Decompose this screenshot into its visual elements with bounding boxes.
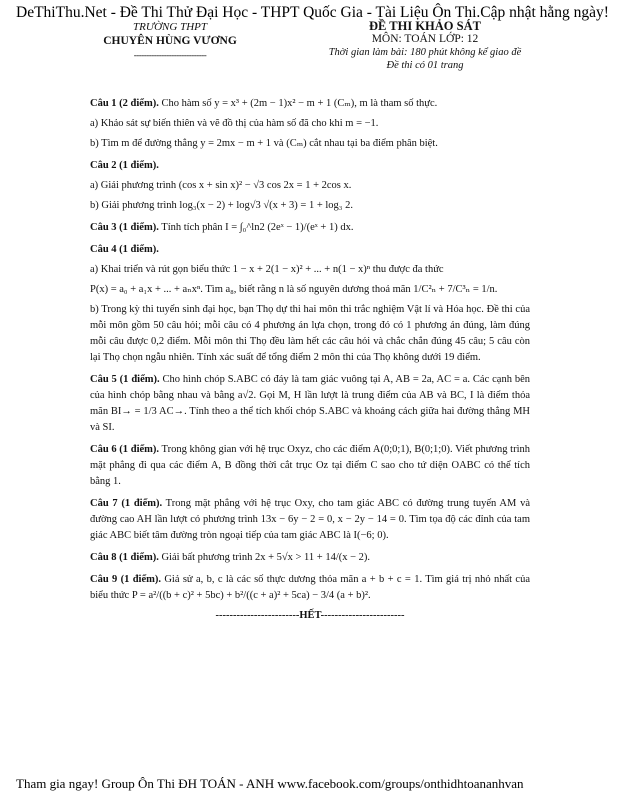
question-4-heading: Câu 4 (1 điểm). [90,244,159,255]
question-1b: b) Tìm m để đường thẳng y = 2mx − m + 1 và (Cₘ) cắt nhau tại ba điểm phân biệt. [90,138,438,149]
end-marker: ------------------------HẾT------------------------ [215,610,405,621]
question-8-heading: Câu 8 (1 điểm). [90,552,159,563]
question-2a: a) Giải phương trình (cos x + sin x)² − √3 cos 2x = 1 + 2cos x. [90,180,352,191]
question-9 [90,572,530,604]
question-1 [90,96,530,112]
header-divider: ----------------------------- [133,50,207,60]
question-4a-line2: P(x) = a₀ + a₁x + ... + aₙxⁿ. Tìm a₈, biết rằng n là số nguyên dương thoả mãn 1/C²ₙ + 7/C³ₙ = 1/n. [90,284,498,295]
question-3-text: Tính tích phân I = ∫₀^ln2 (2eˣ − 1)/(eˣ + 1) dx. [158,222,354,233]
question-2-heading: Câu 2 (1 điểm). [90,160,159,171]
question-6-heading: Câu 6 (1 điểm). [90,444,160,455]
exam-pages: Đề thi có 01 trang [386,60,464,71]
question-1a: a) Khảo sát sự biến thiên và vẽ đồ thị của hàm số đã cho khi m = −1. [90,118,379,129]
question-2b: b) Giải phương trình log₃(x − 2) + log√3 √(x + 3) = 1 + log₃ 2. [90,200,353,211]
school-name: TRƯỜNG THPT [132,21,207,33]
question-2 [90,158,530,174]
question-5 [90,372,530,436]
exam-time: Thời gian làm bài: 180 phút không kể giao đề [328,47,522,58]
question-4a-line1: a) Khai triển và rút gọn biểu thức 1 − x + 2(1 − x)² + ... + n(1 − x)ⁿ thu được đa thức [90,264,444,275]
exam-header [290,20,560,72]
question-1-text: Cho hàm số y = x³ + (2m − 1)x² − m + 1 (Cₘ), m là tham số thực. [158,98,438,109]
exam-title: ĐỀ THI KHẢO SÁT [369,19,481,33]
exam-subject: MÔN: TOÁN LỚP: 12 [371,33,479,45]
question-7 [90,496,530,544]
question-5-text: Cho hình chóp S.ABC có đáy là tam giác vuông tại A, AB = 2a, AC = a. Các cạnh bên của hình chóp bằng nhau và bằng a√2. Gọi M, H lần lượt là trung điểm của AB và BC, I là điểm thỏa mãn BI→ = 1/3 AC→. Tính theo a thể tích khối chóp S.ABC và khoảng cách giữa hai đường thẳng MH và SI. [90,374,530,433]
question-3 [90,220,530,236]
exam-body [90,90,530,624]
question-3-heading: Câu 3 (1 điểm). [90,222,159,233]
question-4b: b) Trong kỳ thi tuyển sinh đại học, bạn Thọ dự thi hai môn thi trắc nghiệm Vật lí và Hóa học. Đề thi của mỗi môn gồm 50 câu hỏi; mỗi câu có 4 phương án lựa chọn, trong đó có 1 phương án đúng, làm đúng mỗi câu được 0,2 điểm. Mỗi môn thi Thọ đều làm hết các câu hỏi và chắc chắn đúng 45 câu; 5 câu còn lại Thọ chọn ngẫu nhiên. Tính xác suất để tổng điểm 2 môn thi của Thọ không dưới 19 điểm. [90,304,530,363]
question-9-heading: Câu 9 (1 điểm). [90,574,161,585]
footer-link[interactable]: Tham gia ngay! Group Ôn Thi ĐH TOÁN - ANH www.facebook.com/groups/onthidhtoananhvan [16,776,524,791]
question-7-heading: Câu 7 (1 điểm). [90,498,163,509]
question-8 [90,550,530,566]
question-4 [90,242,530,258]
school-header [70,20,270,62]
question-8-text: Giải bất phương trình 2x + 5√x > 11 + 14/(x − 2). [158,552,371,563]
site-banner: DeThiThu.Net - Đề Thi Thử Đại Học - THPT Quốc Gia - Tài Liệu Ôn Thi.Cập nhật hằng ngày! [16,4,609,21]
question-5-heading: Câu 5 (1 điểm). [90,374,160,385]
school-name-2: CHUYÊN HÙNG VƯƠNG [103,35,237,47]
question-7-text: Trong mặt phẳng với hệ trục Oxy, cho tam giác ABC có đường trung tuyến AM và đường cao AH lần lượt có phương trình 13x − 6y − 2 = 0, x − 2y − 14 = 0. Tìm tọa độ các đỉnh của tam giác ABC biết tâm đường tròn ngoại tiếp của tam giác ABC là I(−6; 0). [90,498,530,541]
question-9-text: Giả sử a, b, c là các số thực dương thỏa mãn a + b + c = 1. Tìm giá trị nhỏ nhất của biểu thức P = a²/((b + c)² + 5bc) + b²/((c + a)² + 5ca) − 3/4 (a + b)². [90,574,530,601]
question-6 [90,442,530,490]
question-6-text: Trong không gian với hệ trục Oxyz, cho các điểm A(0;0;1), B(0;1;0). Viết phương trình mặt phẳng đi qua các điểm A, B đồng thời cắt trục Oz tại điểm C sao cho tứ diện OABC có thể tích bằng 1. [90,444,530,487]
question-1-heading: Câu 1 (2 điểm). [90,98,159,109]
